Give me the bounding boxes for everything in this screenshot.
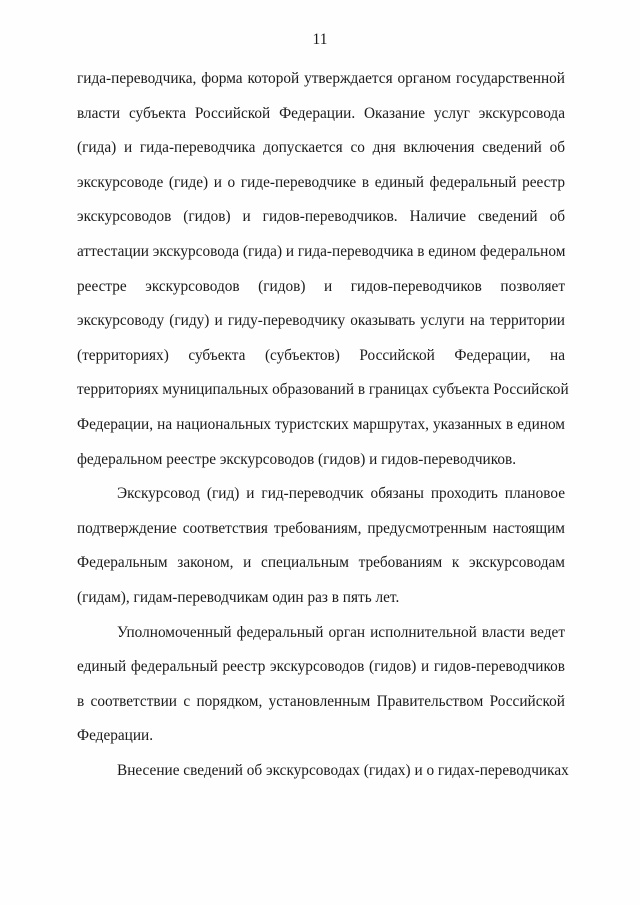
text-line: единый федеральный реестр экскурсоводов (гидов) и гидов-переводчиков [77,658,565,676]
text-line: федеральном реестре экскурсоводов (гидов) и гидов-переводчиков. [77,450,517,468]
text-line: экскурсоводе (гиде) и о гиде-переводчике в единый федеральный реестр [77,173,565,191]
text-line: (гида) и гида-переводчика допускается со дня включения сведений об [77,139,565,157]
text-line: территориях муниципальных образований в границах субъекта Российской [77,381,569,399]
text-line: аттестации экскурсовода (гида) и гида-переводчика в едином федеральном [77,242,566,260]
page-number: 11 [312,31,328,48]
text-line: подтверждение соответствия требованиям, предусмотренным настоящим [77,519,565,537]
text-line: Уполномоченный федеральный орган исполнительной власти ведет [117,623,565,641]
text-line: Федерации, на национальных туристских маршрутах, указанных в едином [77,415,565,433]
text-line: (территориях) субъекта (субъектов) Российской Федерации, на [77,346,565,364]
text-line: Внесение сведений об экскурсоводах (гидах) и о гидах-переводчиках [117,761,569,779]
text-line: экскурсоводу (гиду) и гиду-переводчику оказывать услуги на территории [77,312,565,330]
text-line: Федерации. [77,727,154,745]
text-line: Экскурсовод (гид) и гид-переводчик обязаны проходить плановое [117,485,565,503]
text-line: власти субъекта Российской Федерации. Оказание услуг экскурсовода [77,104,565,122]
text-line: Федеральным законом, и специальным требованиям к экскурсоводам [77,554,565,572]
text-line: гида-переводчика, форма которой утверждается органом государственной [77,70,565,87]
document-body [77,62,569,788]
text-line: в соответствии с порядком, установленным Правительством Российской [77,692,565,710]
text-line: экскурсоводов (гидов) и гидов-переводчиков. Наличие сведений об [77,208,565,226]
text-line: реестре экскурсоводов (гидов) и гидов-переводчиков позволяет [77,277,565,295]
text-line: (гидам), гидам-переводчикам один раз в пять лет. [77,588,400,606]
